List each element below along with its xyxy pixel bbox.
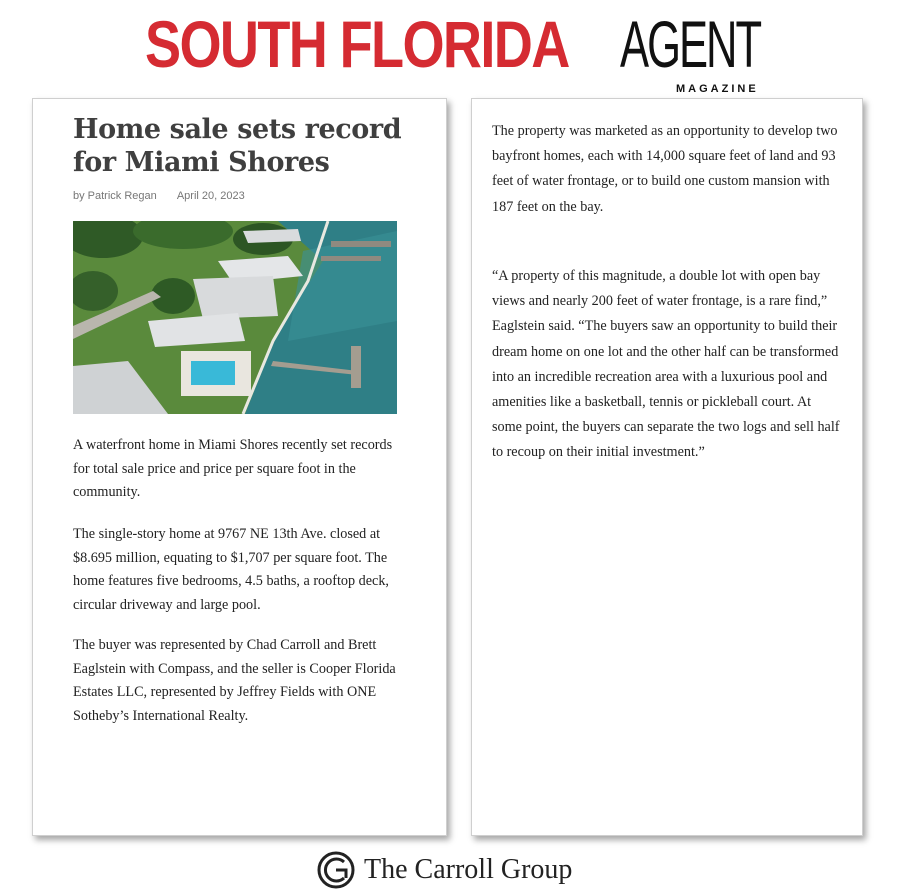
- article-page-left: [32, 98, 447, 836]
- masthead-black-text: AGENT: [620, 7, 761, 81]
- article-paragraph: A waterfront home in Miami Shores recently set records for total sale price and price per square foot in the community.: [73, 437, 393, 500]
- article-date: April 20, 2023: [176, 190, 245, 202]
- article-paragraph: “A property of this magnitude, a double lot with open bay views and nearly 200 feet of water frontage, is a rare find,” Eaglstein said. “The buyers saw an opportunity to build their dream home on one lot and the other half can be transformed into an incredible recreation area with a luxurious pool and amenities like a basketball, tennis or pickleball court. At some point, the buyers can separate the two logs and sell half to recoup on their initial investment.”: [492, 268, 840, 461]
- article-paragraph: The property was marketed as an opportunity to develop two bayfront homes, each with 14,000 square feet of land and 93 feet of water frontage, or to build one custom mansion with 187 feet on the bay.: [492, 123, 838, 215]
- masthead-subtext: MAGAZINE: [676, 83, 759, 95]
- article-author: by Patrick Regan: [73, 190, 157, 202]
- article-paragraph: The buyer was represented by Chad Carroll and Brett Eaglstein with Compass, and the seller is Cooper Florida Estates LLC, represented by Jeffrey Fields with ONE Sotheby’s International Realty.: [73, 637, 396, 724]
- footer-brand-name: The Carroll Group: [364, 854, 573, 885]
- carroll-group-cg-logo-icon: [316, 848, 356, 892]
- masthead-logo: [0, 6, 909, 96]
- aerial-home-photo: [73, 221, 397, 414]
- article-byline: [73, 190, 245, 202]
- masthead-red-text: SOUTH FLORIDA: [145, 7, 569, 81]
- article-paragraph: The single-story home at 9767 NE 13th Ave. closed at $8.695 million, equating to $1,707 per square foot. The home features five bedrooms, 4.5 baths, a rooftop deck, circular driveway and large pool.: [73, 526, 389, 613]
- article-page-right: [471, 98, 863, 836]
- article-headline: Home sale sets record for Miami Shores: [73, 114, 402, 178]
